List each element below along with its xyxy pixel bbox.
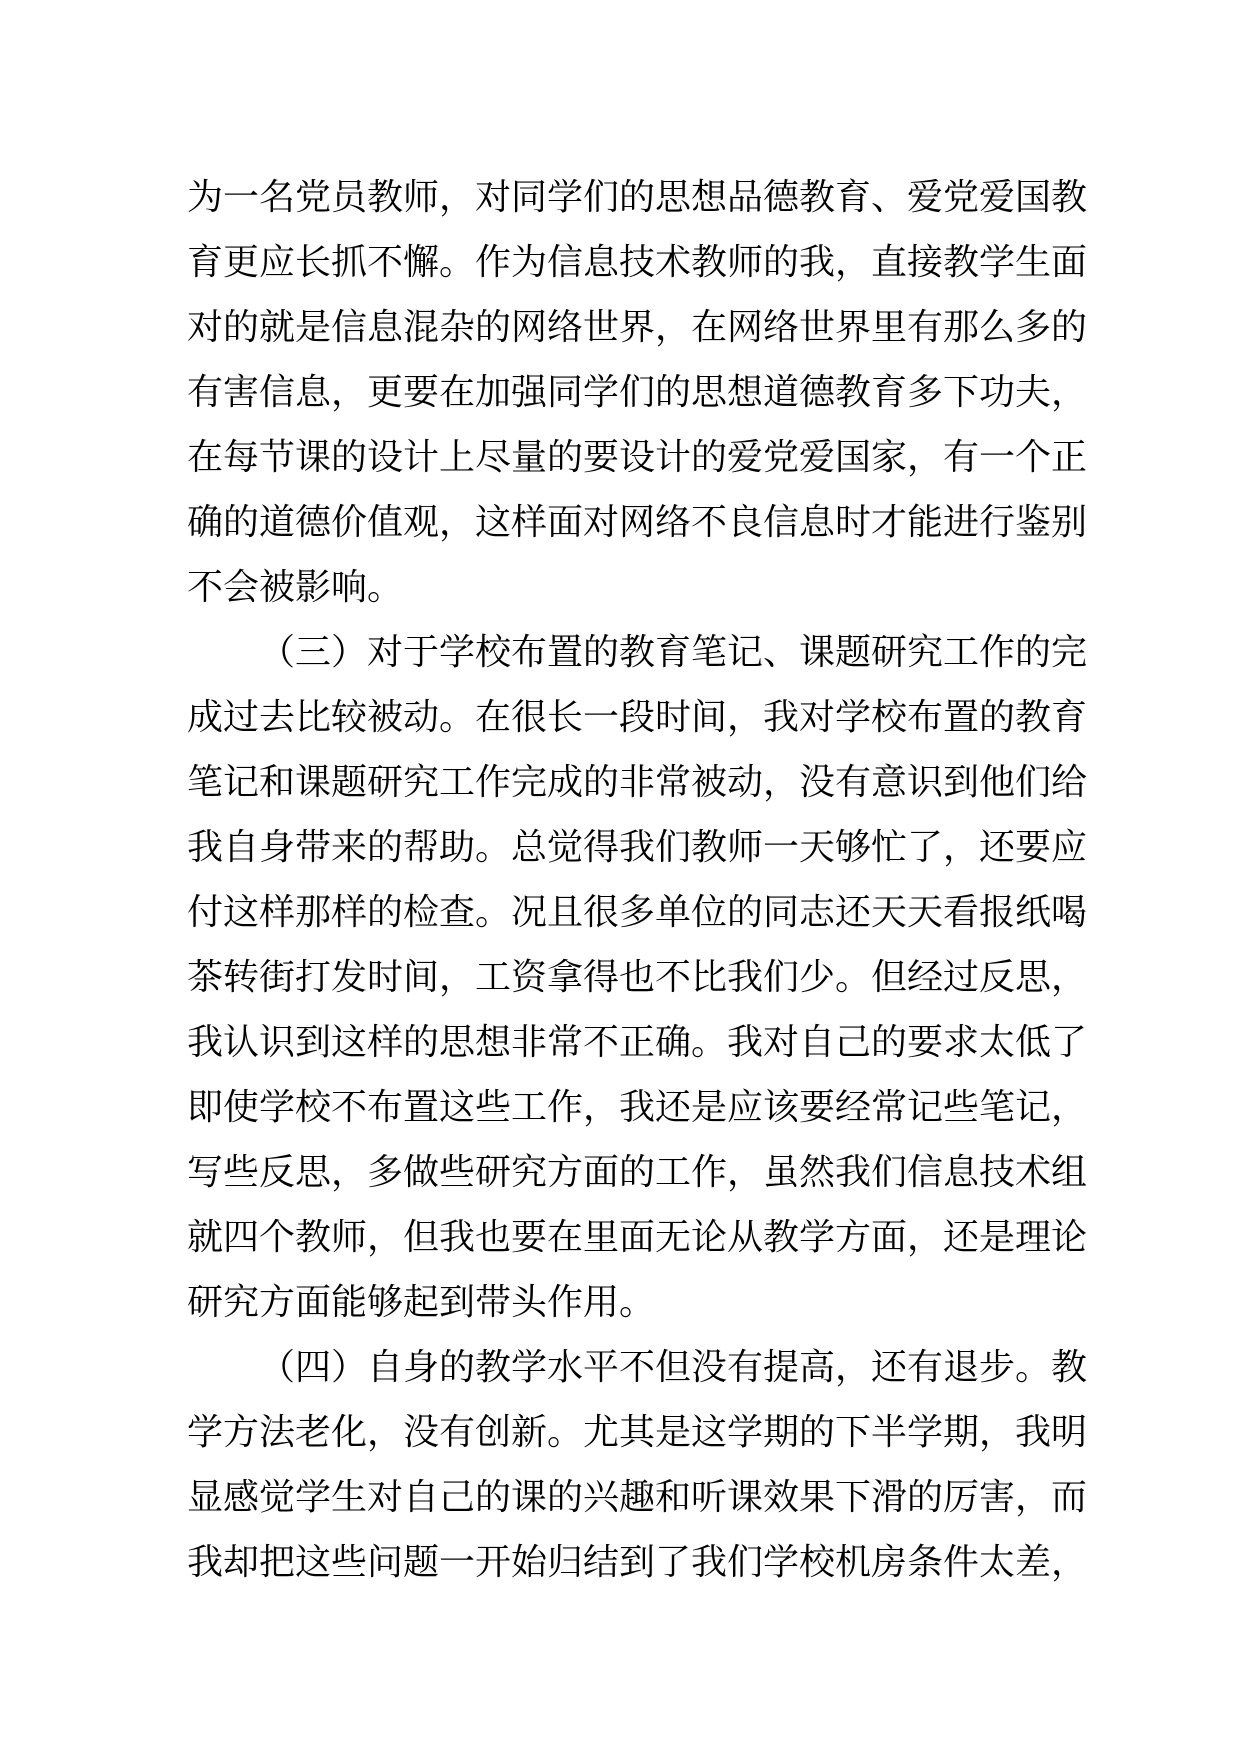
- text-line: 就四个教师，但我也要在里面无论从教学方面，还是理论: [187, 1217, 1088, 1258]
- text-line: 茶转街打发时间，工资拿得也不比我们少。但经过反思，: [187, 957, 1088, 998]
- text-line: 我却把这些问题一开始归结到了我们学校机房条件太差，: [187, 1542, 1088, 1583]
- text-line: 我自身带来的帮助。总觉得我们教师一天够忙了，还要应: [187, 827, 1088, 868]
- text-line: 成过去比较被动。在很长一段时间，我对学校布置的教育: [187, 697, 1088, 738]
- text-line: 有害信息，更要在加强同学们的思想道德教育多下功夫，: [187, 372, 1088, 413]
- text-line: 育更应长抓不懈。作为信息技术教师的我，直接教学生面: [187, 242, 1088, 283]
- text-line: （三）对于学校布置的教育笔记、课题研究工作的完: [259, 632, 1088, 673]
- paragraph-2: [187, 620, 1088, 1335]
- text-line: 不会被影响。: [187, 567, 404, 608]
- paragraph-1: [187, 165, 1088, 620]
- paragraph-3: [187, 1335, 1088, 1595]
- text-line: 显感觉学生对自己的课的兴趣和听课效果下滑的厉害，而: [187, 1477, 1088, 1518]
- body-text: [187, 165, 1088, 1595]
- text-line: 学方法老化，没有创新。尤其是这学期的下半学期，我明: [187, 1412, 1088, 1453]
- text-line: 确的道德价值观，这样面对网络不良信息时才能进行鉴别: [187, 502, 1088, 543]
- text-line: 为一名党员教师，对同学们的思想品德教育、爱党爱国教: [187, 177, 1088, 218]
- text-line: 在每节课的设计上尽量的要设计的爱党爱国家，有一个正: [187, 437, 1088, 478]
- text-line: 写些反思，多做些研究方面的工作，虽然我们信息技术组: [187, 1152, 1088, 1193]
- text-line: 付这样那样的检查。况且很多单位的同志还天天看报纸喝: [187, 892, 1088, 933]
- text-line: （四）自身的教学水平不但没有提高，还有退步。教: [259, 1347, 1088, 1388]
- text-line: 研究方面能够起到带头作用。: [187, 1282, 656, 1323]
- text-line: 我认识到这样的思想非常不正确。我对自己的要求太低了: [187, 1022, 1088, 1063]
- text-line: 笔记和课题研究工作完成的非常被动，没有意识到他们给: [187, 762, 1088, 803]
- text-line: 即使学校不布置这些工作，我还是应该要经常记些笔记，: [187, 1087, 1088, 1128]
- text-line: 对的就是信息混杂的网络世界，在网络世界里有那么多的: [187, 307, 1088, 348]
